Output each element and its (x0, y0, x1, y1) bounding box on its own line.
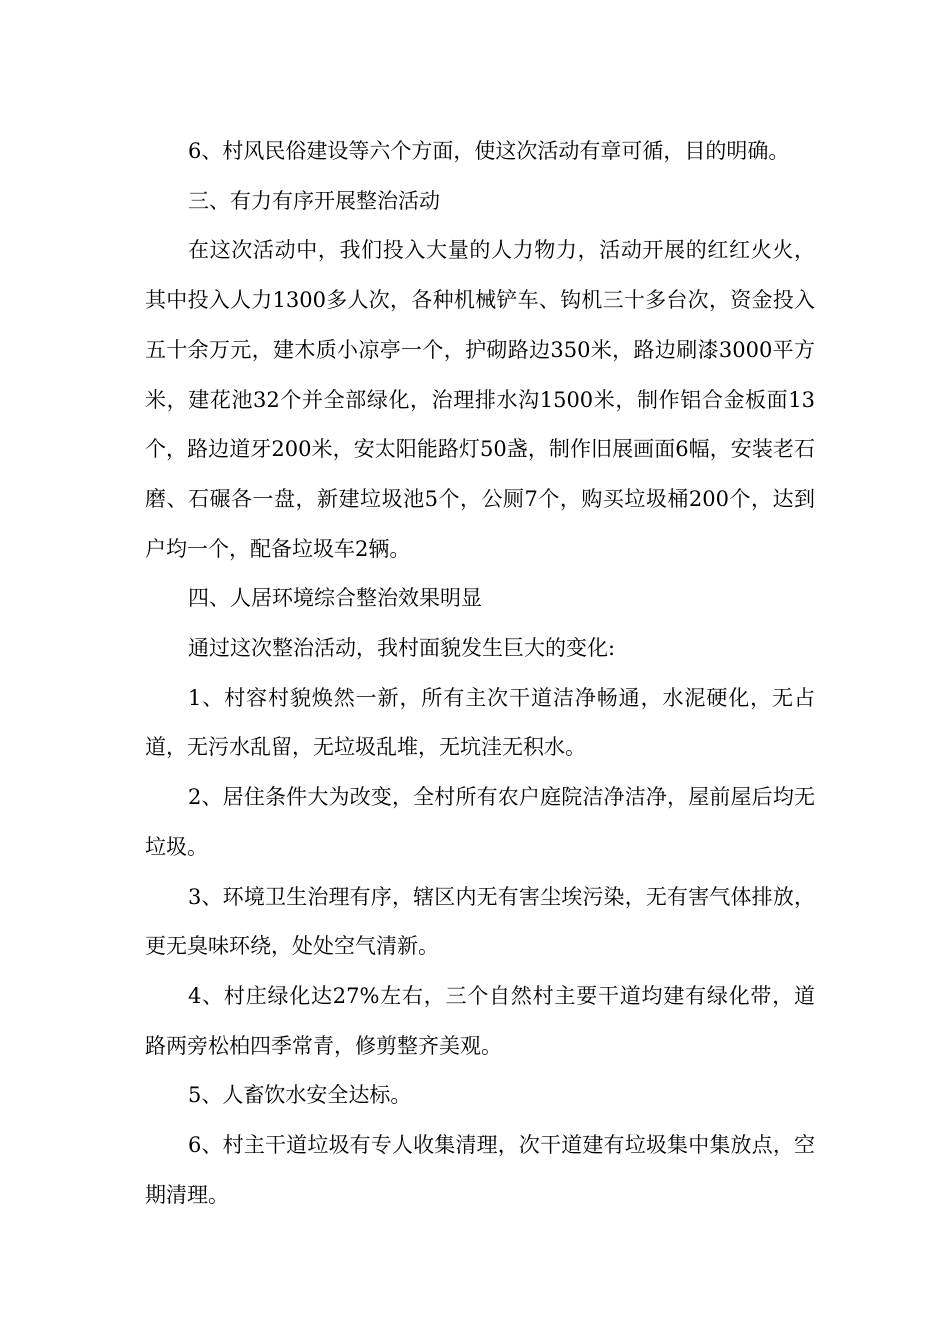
paragraph-item-3: 3、环境卫生治理有序，辖区内无有害尘埃污染，无有害气体排放，更无臭味环绕，处处空气清新。 (145, 884, 815, 959)
paragraph-changes-intro: 通过这次整治活动，我村面貌发生巨大的变化: (188, 636, 616, 661)
paragraph-item-1: 1、村容村貌焕然一新，所有主次干道洁净畅通，水泥硬化，无占道，无污水乱留，无垃圾乱堆，无坑洼无积水。 (145, 685, 815, 760)
section-heading-4: 四、人居环境综合整治效果明显 (188, 586, 482, 611)
paragraph-item-5: 5、人畜饮水安全达标。 (188, 1083, 412, 1108)
paragraph-item-2: 2、居住条件大为改变，全村所有农户庭院洁净洁净，屋前屋后均无垃圾。 (145, 785, 815, 859)
paragraph-item-6-folk-customs: 6、村风民俗建设等六个方面，使这次活动有章可循，目的明确。 (188, 139, 790, 163)
paragraph-investment: 在这次活动中，我们投入大量的人力物力，活动开展的红红火火，其中投入人力1300多人次，各种机械铲车、钩机三十多台次，资金投入五十余万元，建木质小凉亭一个，护砌路边350米，路边刷漆3000平方米，建花池32个并全部绿化，治理排水沟1500米，制作铝合金板面13个，路边道牙200米，安太阳能路灯50盏，制作旧展画面6幅，安装老石磨、石碾各一盘，新建垃圾池5个，公厕7个，购买垃圾桶200个，达到户均一个，配备垃圾车2辆。 (145, 238, 815, 561)
section-heading-3: 三、有力有序开展整治活动 (188, 188, 440, 213)
paragraph-item-6-garbage: 6、村主干道垃圾有专人收集清理，次干道建有垃圾集中集放点，空期清理。 (145, 1133, 815, 1207)
paragraph-item-4: 4、村庄绿化达27%左右，三个自然村主要干道均建有绿化带，道路两旁松柏四季常青，修剪整齐美观。 (145, 983, 815, 1058)
document-body (145, 127, 815, 1220)
